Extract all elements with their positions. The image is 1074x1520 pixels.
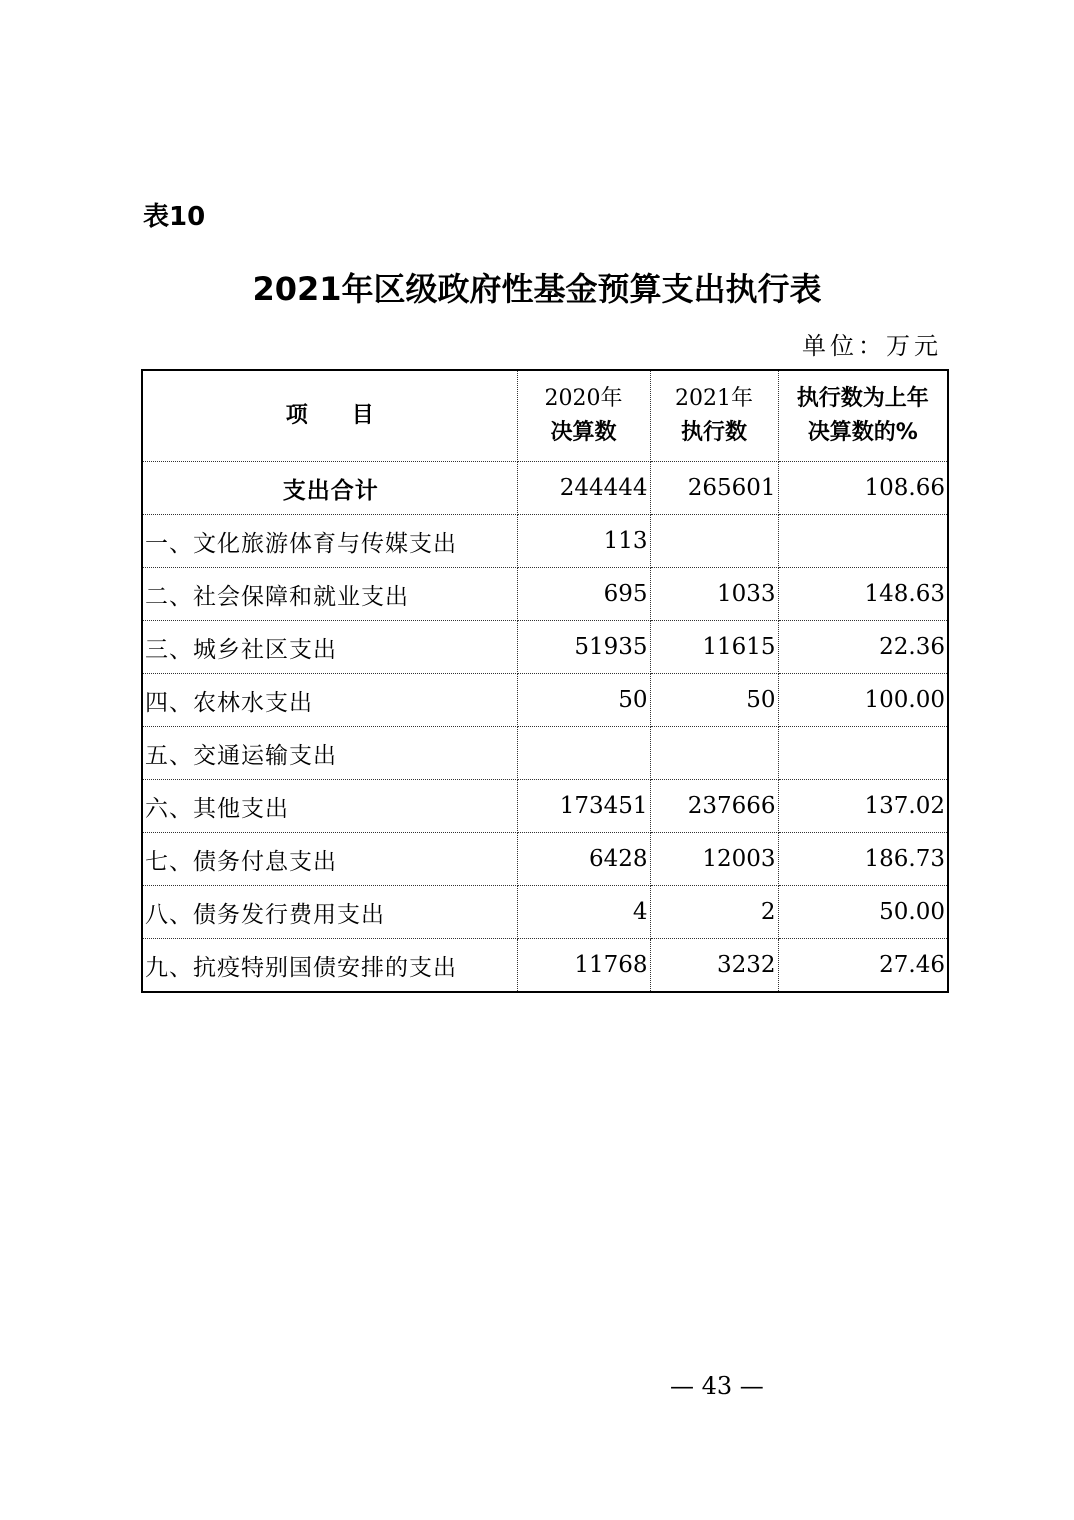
- row-2021-value: [650, 727, 778, 780]
- row-name: 二、社会保障和就业支出: [142, 568, 517, 621]
- row-2020-value: 50: [517, 674, 650, 727]
- table-row: [142, 621, 948, 674]
- table-row: [142, 568, 948, 621]
- table-row: [142, 727, 948, 780]
- row-ratio-value: 137.02: [778, 780, 948, 833]
- header-2020-line2: 决算数: [550, 420, 617, 445]
- row-ratio-value: 50.00: [778, 886, 948, 939]
- row-2020-value: [517, 727, 650, 780]
- table-row: [142, 939, 948, 993]
- row-2020-value: 695: [517, 568, 650, 621]
- row-ratio-value: 22.36: [778, 621, 948, 674]
- table-row: [142, 515, 948, 568]
- header-2020-final: [517, 370, 650, 462]
- row-2021-value: 237666: [650, 780, 778, 833]
- header-2021-line1: 2021年: [675, 386, 753, 411]
- row-2020-value: 6428: [517, 833, 650, 886]
- row-2020-value: 51935: [517, 621, 650, 674]
- table-row: [142, 833, 948, 886]
- row-ratio-value: 108.66: [778, 462, 948, 515]
- row-2020-value: 244444: [517, 462, 650, 515]
- budget-table: [141, 369, 949, 993]
- unit-label: 单位：万元: [802, 332, 942, 360]
- table-row: [142, 674, 948, 727]
- row-2021-value: 11615: [650, 621, 778, 674]
- row-2021-value: 50: [650, 674, 778, 727]
- table-row-total: [142, 462, 948, 515]
- row-name: 五、交通运输支出: [142, 727, 517, 780]
- header-2021-executed: [650, 370, 778, 462]
- row-2021-value: 12003: [650, 833, 778, 886]
- row-name: 一、文化旅游体育与传媒支出: [142, 515, 517, 568]
- row-2020-value: 113: [517, 515, 650, 568]
- row-2021-value: [650, 515, 778, 568]
- row-name: 三、城乡社区支出: [142, 621, 517, 674]
- header-item-label: 项 目: [285, 403, 374, 428]
- row-name: 八、债务发行费用支出: [142, 886, 517, 939]
- row-ratio-value: 100.00: [778, 674, 948, 727]
- table-label: 表10: [143, 202, 206, 232]
- header-ratio-line1: 执行数为上年: [796, 386, 929, 411]
- page-title: 2021年区级政府性基金预算支出执行表: [252, 270, 822, 308]
- table-row: [142, 886, 948, 939]
- row-2021-value: 1033: [650, 568, 778, 621]
- row-name: 九、抗疫特别国债安排的支出: [142, 939, 517, 993]
- header-ratio-line2: 决算数的%: [807, 420, 918, 445]
- header-2021-line2: 执行数: [680, 420, 747, 445]
- row-name: 四、农林水支出: [142, 674, 517, 727]
- row-ratio-value: [778, 515, 948, 568]
- row-name: 支出合计: [142, 462, 517, 515]
- row-ratio-value: 148.63: [778, 568, 948, 621]
- header-2020-line1: 2020年: [544, 386, 623, 411]
- row-2020-value: 173451: [517, 780, 650, 833]
- row-2020-value: 11768: [517, 939, 650, 993]
- table-row: [142, 780, 948, 833]
- row-ratio-value: 186.73: [778, 833, 948, 886]
- header-ratio: [778, 370, 948, 462]
- row-name: 七、债务付息支出: [142, 833, 517, 886]
- row-2021-value: 2: [650, 886, 778, 939]
- page-number: — 43 —: [670, 1372, 764, 1400]
- row-2020-value: 4: [517, 886, 650, 939]
- row-2021-value: 3232: [650, 939, 778, 993]
- table-header-row: [142, 370, 948, 462]
- row-ratio-value: 27.46: [778, 939, 948, 993]
- row-name: 六、其他支出: [142, 780, 517, 833]
- row-ratio-value: [778, 727, 948, 780]
- row-2021-value: 265601: [650, 462, 778, 515]
- header-item: [142, 370, 517, 462]
